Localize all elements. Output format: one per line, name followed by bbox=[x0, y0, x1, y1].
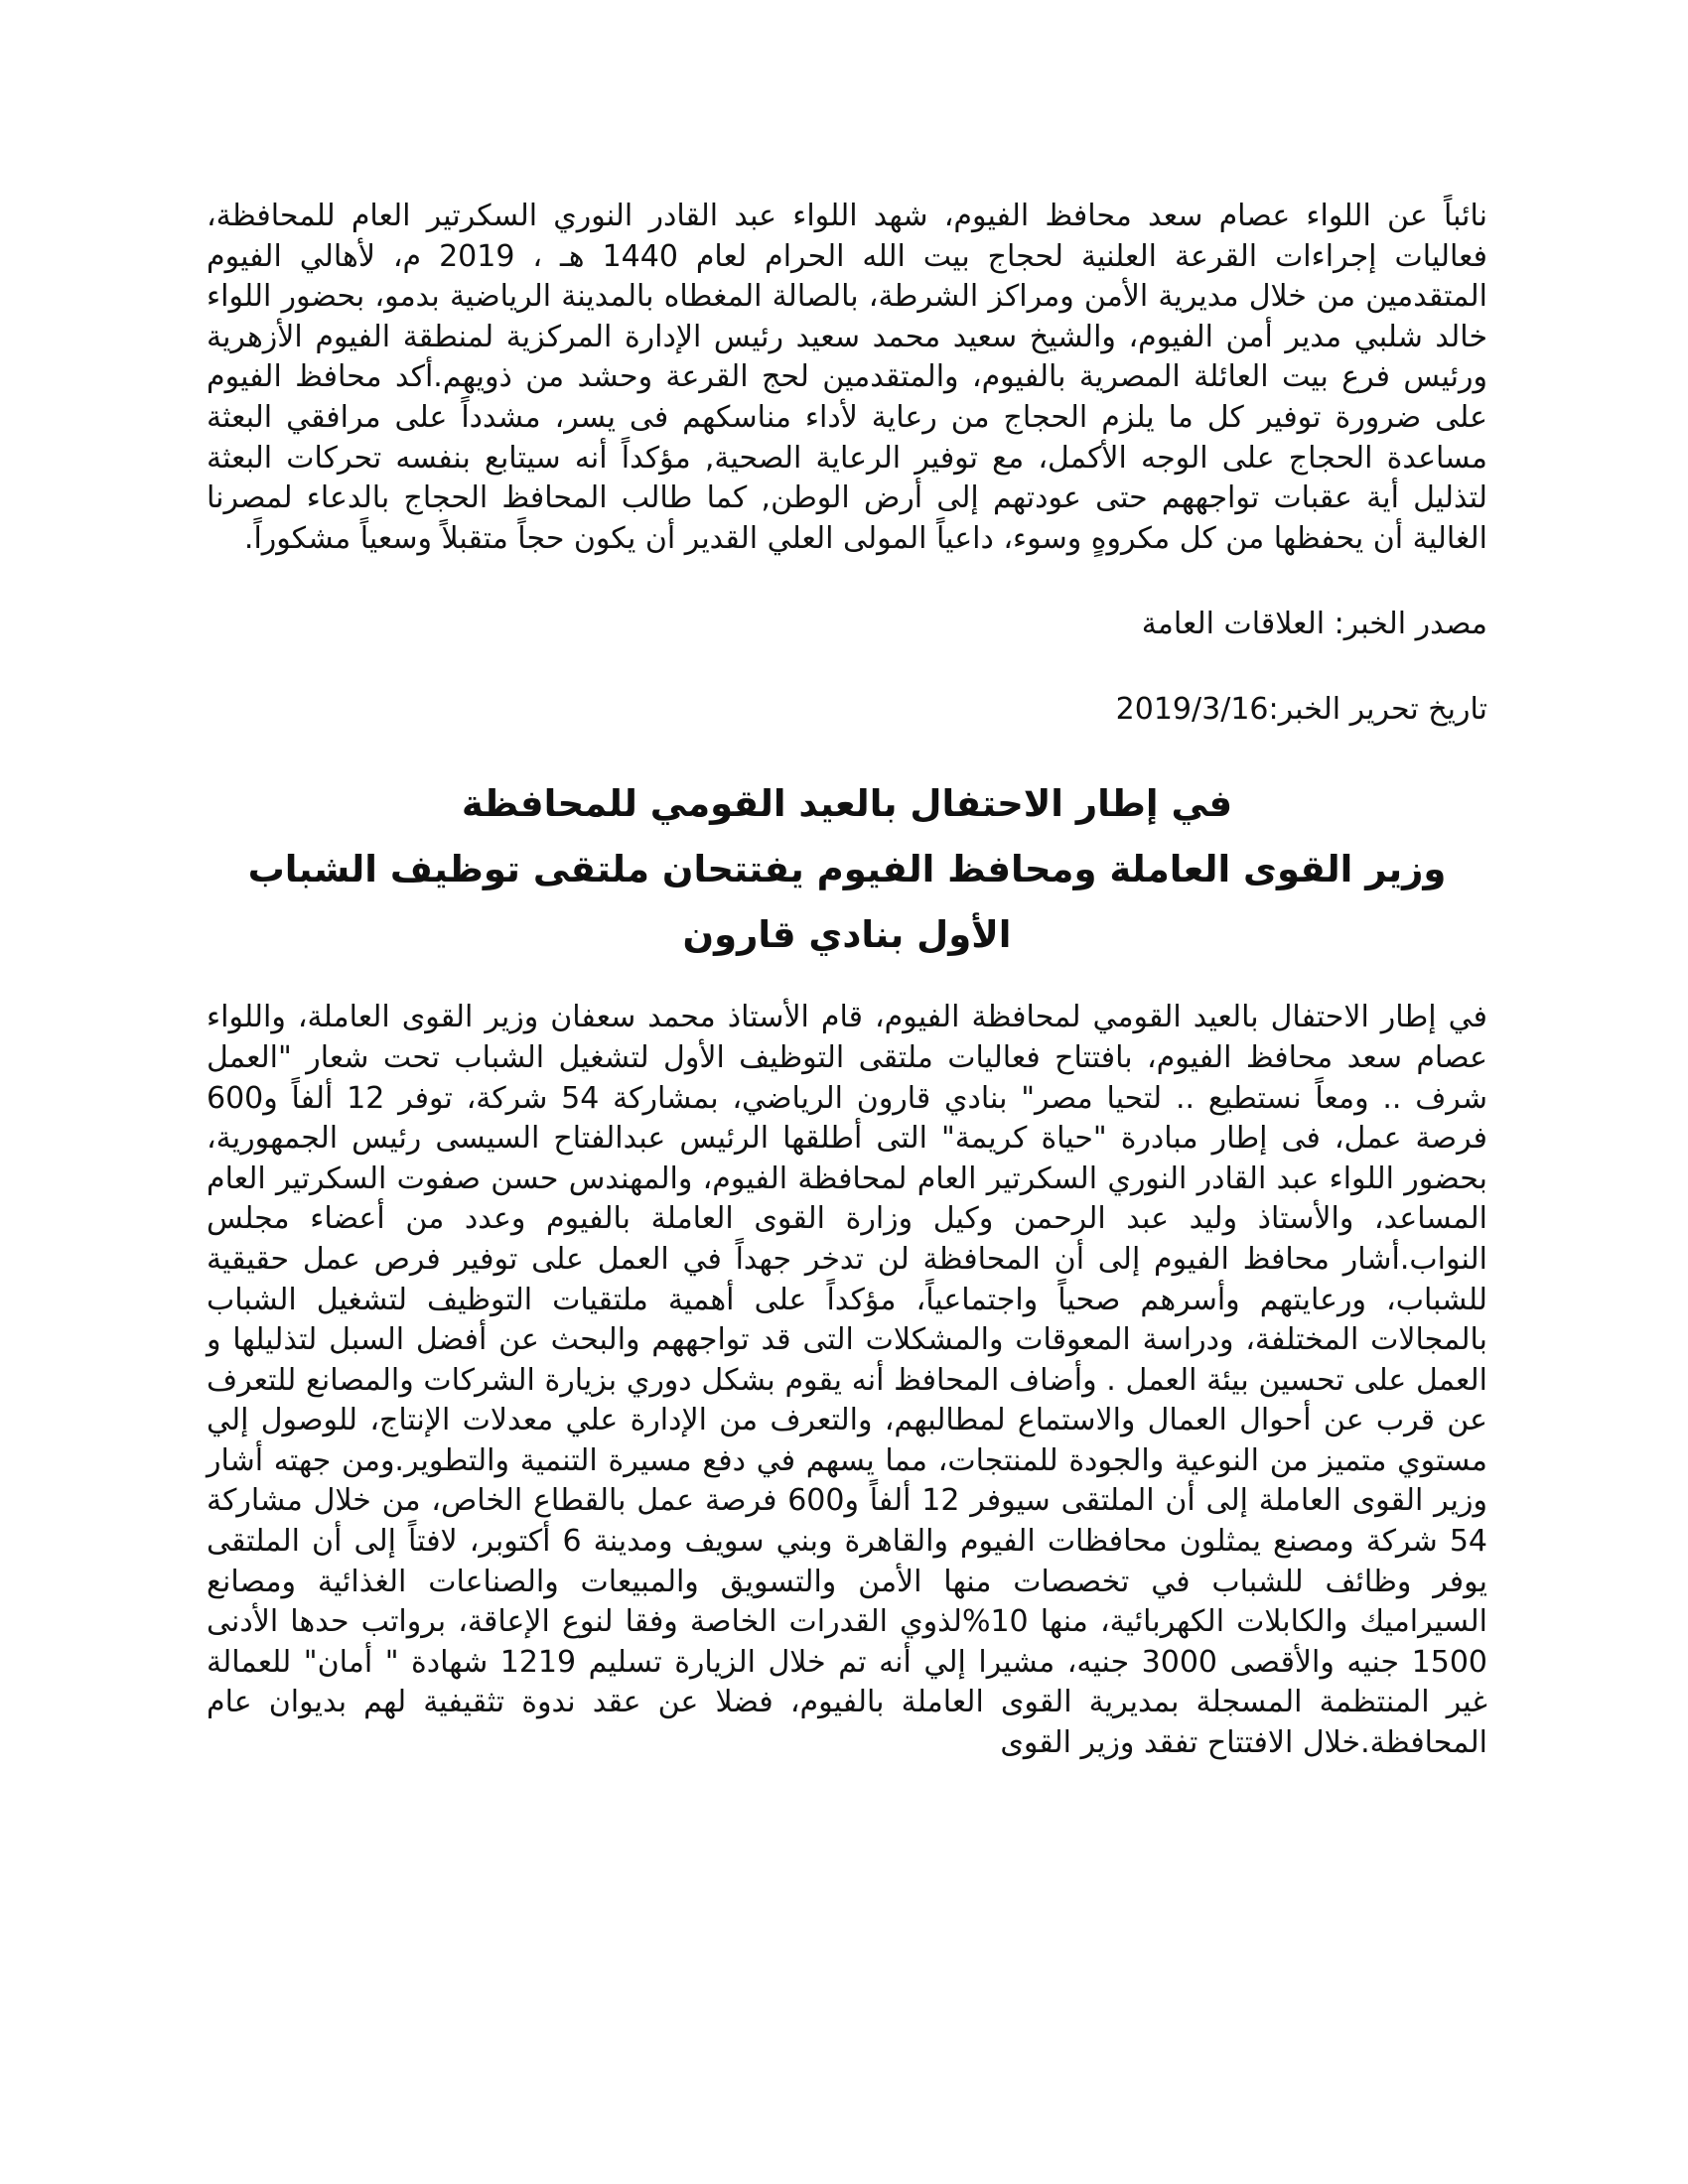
document-content bbox=[207, 197, 1487, 1764]
news-date: تاريخ تحرير الخبر:2019/3/16 bbox=[1115, 692, 1487, 728]
headline-line-1: في إطار الاحتفال بالعيد القومي للمحافظة bbox=[461, 782, 1233, 826]
headline-line-2: وزير القوى العاملة ومحافظ الفيوم يفتتحان ملتقى توظيف الشباب الأول بنادي قارون bbox=[247, 848, 1447, 957]
news-source: مصدر الخبر: العلاقات العامة bbox=[1141, 607, 1487, 642]
article-two-headline bbox=[207, 771, 1487, 968]
article-two-body: في إطار الاحتفال بالعيد القومي لمحافظة الفيوم، قام الأستاذ محمد سعفان وزير القوى العاملة، واللواء عصام سعد محافظ الفيوم، بافتتاح فعاليات ملتقى التوظيف الأول لتشغيل الشباب تحت شعار "العمل شرف .. ومعاً نستطيع .. لتحيا مصر" بنادي قارون الرياضي، بمشاركة 54 شركة، توفر 12 ألفاً و600 فرصة عمل، فى إطار مبادرة "حياة كريمة" التى أطلقها الرئيس عبدالفتاح السيسى رئيس الجمهورية، بحضور اللواء عبد القادر النوري السكرتير العام لمحافظة الفيوم، والمهندس حسن صفوت السكرتير العام المساعد، والأستاذ وليد عبد الرحمن وكيل وزارة القوى العاملة بالفيوم وعدد من أعضاء مجلس النواب.أشار محافظ الفيوم إلى أن المحافظة لن تدخر جهداً في العمل على توفير فرص عمل حقيقية للشباب، ورعايتهم وأسرهم صحياً واجتماعياً، مؤكداً على أهمية ملتقيات التوظيف لتشغيل الشباب بالمجالات المختلفة، ودراسة المعوقات والمشكلات التى قد تواجههم والبحث عن أفضل السبل لتذليلها و العمل على تحسين بيئة العمل . وأضاف المحافظ أنه يقوم بشكل دوري بزيارة الشركات والمصانع للتعرف عن قرب عن أحوال العمال والاستماع لمطالبهم، والتعرف من الإدارة علي معدلات الإنتاج، للوصول إلي مستوي متميز من النوعية والجودة للمنتجات، مما يسهم في دفع مسيرة التنمية والتطوير.ومن جهته أشار وزير القوى العاملة إلى أن الملتقى سيوفر 12 ألفاً و600 فرصة عمل بالقطاع الخاص، من خلال مشاركة 54 شركة ومصنع يمثلون محافظات الفيوم والقاهرة وبني سويف ومدينة 6 أكتوبر، لافتاً إلى أن الملتقى يوفر وظائف للشباب في تخصصات منها الأمن والتسويق والمبيعات والصناعات الغذائية ومصانع السيراميك والكابلات الكهربائية، منها 10%لذوي القدرات الخاصة وفقا لنوع الإعاقة، برواتب حدها الأدنى 1500 جنيه والأقصى 3000 جنيه، مشيرا إلي أنه تم خلال الزيارة تسليم 1219 شهادة " أمان" للعمالة غير المنتظمة المسجلة بمديرية القوى العاملة بالفيوم، فضلا عن عقد ندوة تثقيفية لهم بديوان عام المحافظة.خلال الافتتاح تفقد وزير القوى bbox=[207, 1000, 1487, 1761]
article-one-body: نائباً عن اللواء عصام سعد محافظ الفيوم، شهد اللواء عبد القادر النوري السكرتير العام للمحافظة، فعاليات إجراءات القرعة العلنية لحجاج بيت الله الحرام لعام 1440 هـ ، 2019 م، لأهالي الفيوم المتقدمين من خلال مديرية الأمن ومراكز الشرطة، بالصالة المغطاه بالمدينة الرياضية بدمو، بحضور اللواء خالد شلبي مدير أمن الفيوم، والشيخ سعيد محمد سعيد رئيس الإدارة المركزية لمنطقة الفيوم الأزهرية ورئيس فرع بيت العائلة المصرية بالفيوم، والمتقدمين لحج القرعة وحشد من ذويهم.أكد محافظ الفيوم على ضرورة توفير كل ما يلزم الحجاج من رعاية لأداء مناسكهم فى يسر، مشدداً على مرافقي البعثة مساعدة الحجاج على الوجه الأكمل، مع توفير الرعاية الصحية, مؤكداً أنه سيتابع بنفسه تحركات البعثة لتذليل أية عقبات تواجههم حتى عودتهم إلى أرض الوطن, كما طالب المحافظ الحجاج بالدعاء لمصرنا الغالية أن يحفظها من كل مكروهٍ وسوء، داعياً المولى العلي القدير أن يكون حجاً متقبلاً وسعياً مشكوراً. bbox=[207, 199, 1487, 556]
